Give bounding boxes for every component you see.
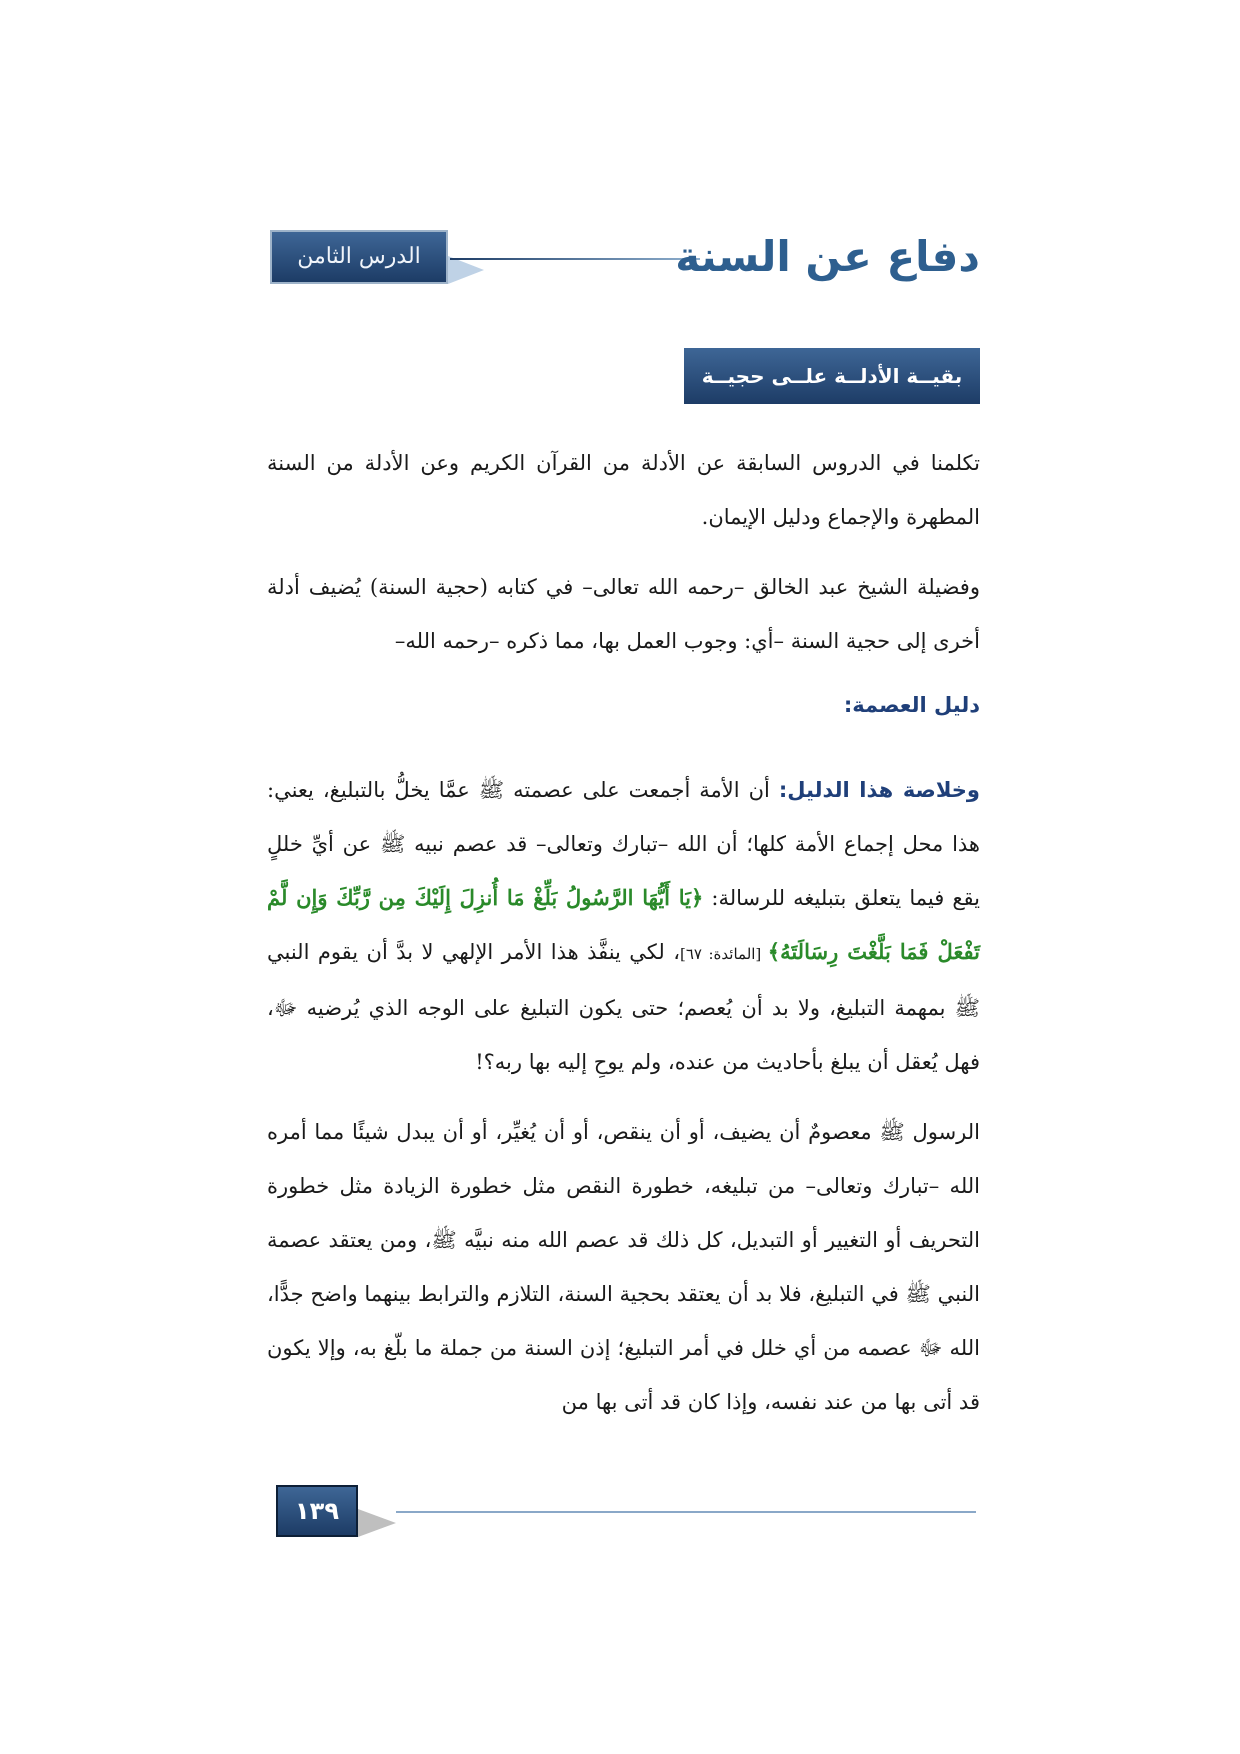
- section-title: بقيــة الأدلــة علــى حجيــة الـــسنة: [684, 348, 980, 404]
- subheading: دليل العصمة:: [843, 693, 980, 717]
- page-header: [270, 230, 980, 290]
- page-number: ١٣٩: [276, 1485, 358, 1537]
- verse-reference: [المائدة: ٦٧]: [680, 945, 768, 963]
- lesson-tab-wedge: [448, 256, 484, 284]
- footer-rule: [396, 1511, 976, 1513]
- intro-text: [267, 436, 980, 684]
- quran-verse: ﴿يَا أَيُّهَا الرَّسُولُ بَلِّغْ مَا أُنزِلَ إِلَيْكَ مِن رَّبِّكَ وَإِن لَّمْ تَفْعَلْ فَمَا بَلَّغْتَ رِسَالَتَهُ﴾: [267, 885, 980, 964]
- intro-paragraph-2: وفضيلة الشيخ عبد الخالق –رحمه الله تعالى– في كتابه (حجية السنة) يُضيف أدلة أخرى إلى حجية السنة –أي: وجوب العمل بها، مما ذكره –رحمه الله–: [267, 575, 980, 653]
- main-text: [267, 763, 980, 1445]
- intro-paragraph-1: تكلمنا في الدروس السابقة عن الأدلة من القرآن الكريم وعن الأدلة من السنة المطهرة والإجماع ودليل الإيمان.: [267, 451, 980, 529]
- summary-text-1: أن الأمة أجمعت على عصمته ﷺ عمَّا يخلُّ بالتبليغ، يعني: هذا محل إجماع الأمة كلها؛ أن الله –تبارك وتعالى– قد عصم نبيه ﷺ عن أيِّ خللٍ يقع فيما يتعلق بتبليغه للرسالة:: [267, 778, 980, 910]
- lesson-label: الدرس الثامن: [270, 230, 448, 284]
- book-title: دفاع عن السنة: [675, 232, 980, 281]
- footer-wedge: [358, 1509, 396, 1537]
- summary-text-2: ، لكي ينفَّذ هذا الأمر الإلهي لا بدَّ أن يقوم النبي ﷺ بمهمة التبليغ، ولا بد أن يُعصم؛ حتى يكون التبليغ على الوجه الذي يُرضيه ﷻ، فهل يُعقل أن يبلغ بأحاديث من عنده، ولم يوحِ إليه بها ربه؟!: [267, 940, 980, 1074]
- paragraph-3: الرسول ﷺ معصومٌ أن يضيف، أو أن ينقص، أو أن يُغيِّر، أو أن يبدل شيئًا مما أمره الله –تبارك وتعالى– من تبليغه، خطورة النقص مثل خطورة الزيادة مثل خطورة التحريف أو التغيير أو التبديل، كل ذلك قد عصم الله منه نبيَّه ﷺ، ومن يعتقد عصمة النبي ﷺ في التبليغ، فلا بد أن يعتقد بحجية السنة، التلازم والترابط بينهما واضح جدًّا، الله ﷻ عصمه من أي خلل في أمر التبليغ؛ إذن السنة من جملة ما بلّغ به، وإلا يكون قد أتى بها من عند نفسه، وإذا كان قد أتى بها من: [267, 1120, 980, 1414]
- summary-lead: وخلاصة هذا الدليل:: [778, 778, 980, 802]
- header-rule: [450, 258, 700, 260]
- summary-paragraph: [267, 763, 980, 1089]
